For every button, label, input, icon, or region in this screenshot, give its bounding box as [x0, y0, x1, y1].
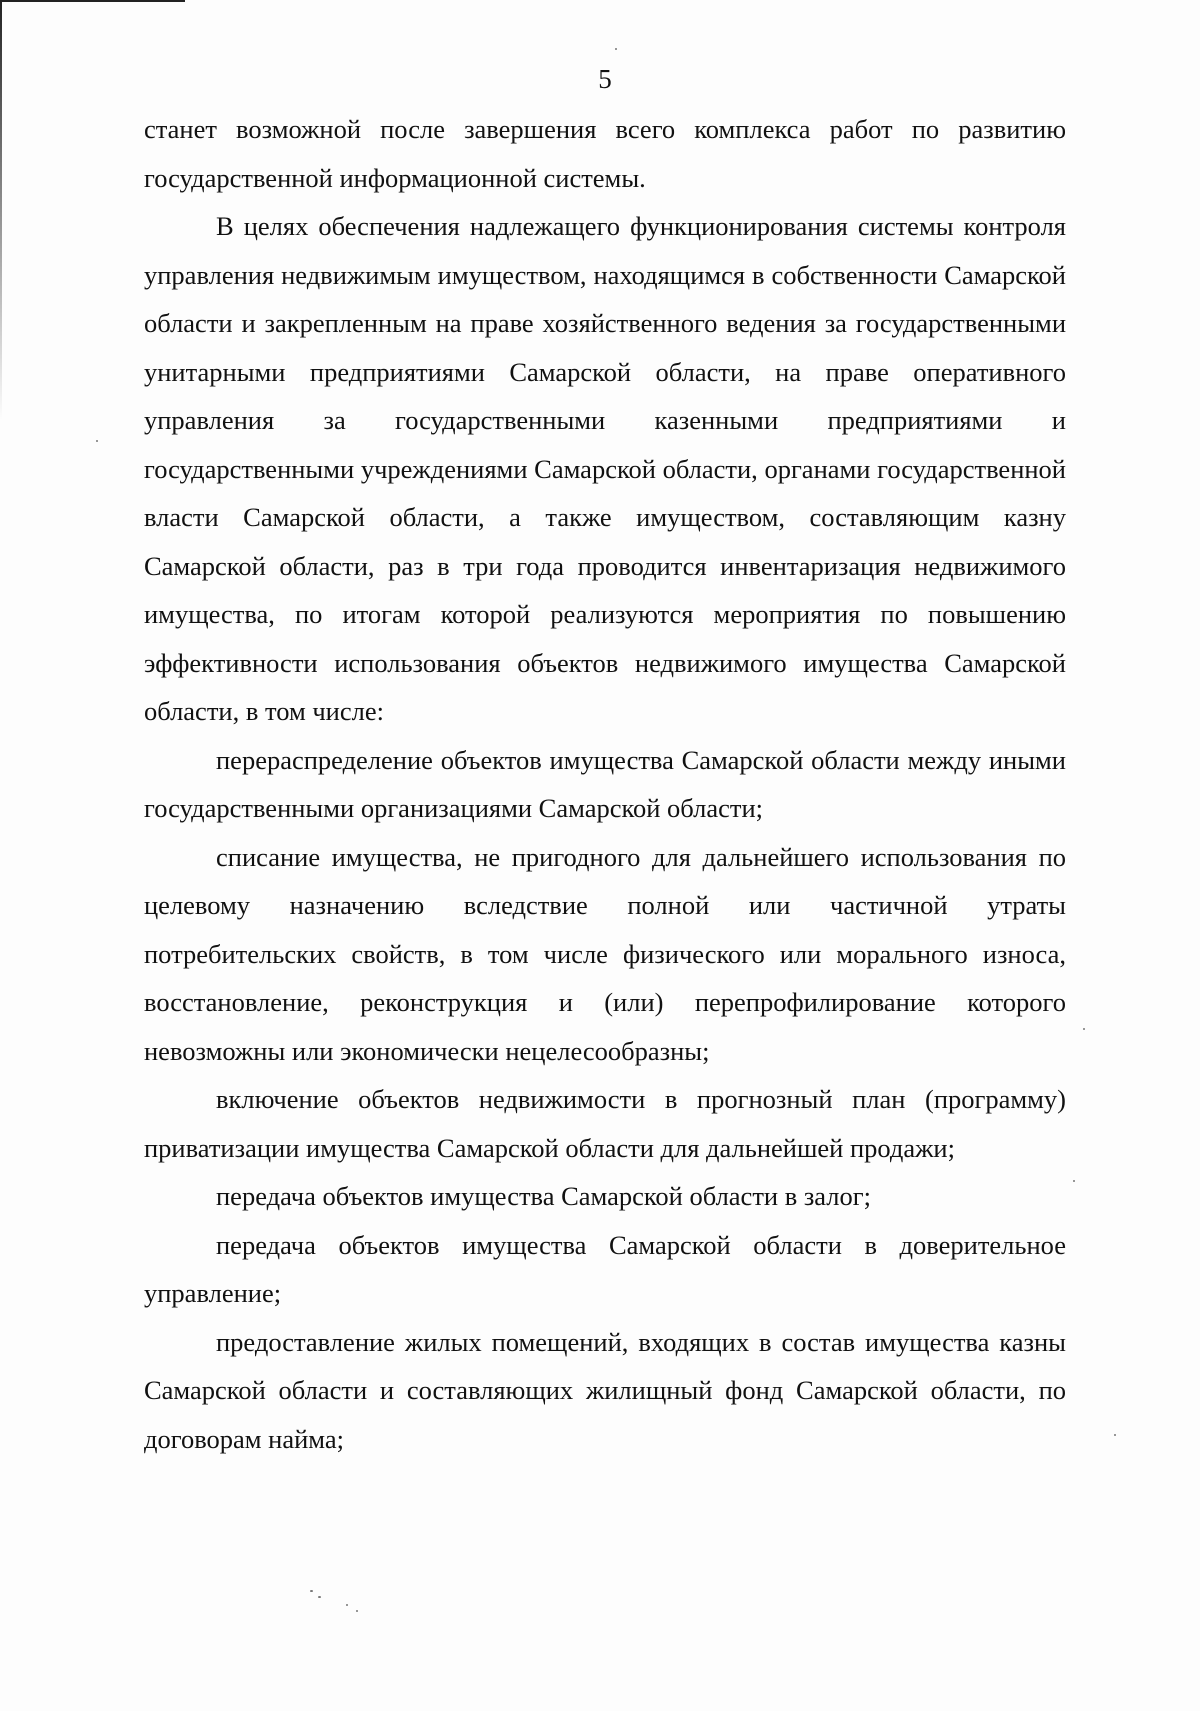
paragraph-continuation: станет возможной после завершения всего комплекса работ по развитию государственной информационной системы.	[144, 114, 1066, 193]
scan-speck	[1083, 1028, 1085, 1030]
scan-speck	[310, 1590, 313, 1592]
scan-speck	[96, 440, 98, 442]
scan-speck	[356, 1610, 358, 1612]
paragraph-residential-lease: предоставление жилых помещений, входящих в состав имущества казны Самарской области и составляющих жилищный фонд Самарской области, по договорам найма;	[144, 1326, 1066, 1454]
scan-edge-line	[0, 0, 185, 2]
scan-speck	[1114, 1434, 1116, 1436]
scan-speck	[318, 1596, 321, 1598]
page-number: 5	[598, 64, 612, 94]
scan-edge-shadow	[0, 0, 2, 420]
scan-speck	[615, 48, 617, 50]
scan-speck	[1073, 1180, 1075, 1182]
document-body	[144, 105, 1066, 1463]
paragraph-pledge: передача объектов имущества Самарской области в залог;	[216, 1181, 872, 1211]
paragraph-trust-management: передача объектов имущества Самарской области в доверительное управление;	[144, 1229, 1066, 1308]
paragraph-inventory-purpose: В целях обеспечения надлежащего функционирования системы контроля управления недвижимым имуществом, находящимся в собственности Самарской области и закрепленным на праве хозяйственного ведения за государственными унитарными предприятиями Самарской области, на праве оперативного управления за государственными казенными предприятиями и государственными учреждениями Самарской области, органами государственной власти Самарской области, а также имуществом, составляющим казну Самарской области, раз в три года проводится инвентаризация недвижимого имущества, по итогам которой реализуются мероприятия по повышению эффективности использования объектов недвижимого имущества Самарской области, в том числе:	[144, 211, 1066, 726]
paragraph-privatization: включение объектов недвижимости в прогнозный план (программу) приватизации имущества Самарской области для дальнейшей продажи;	[144, 1084, 1066, 1163]
paragraph-write-off: списание имущества, не пригодного для дальнейшего использования по целевому назначению вследствие полной или частичной утраты потребительских свойств, в том числе физического или морального износа, восстановление, реконструкция и (или) перепрофилирование которого невозможны или экономически нецелесообразны;	[144, 841, 1066, 1066]
scan-speck	[346, 1604, 348, 1606]
paragraph-redistribution: перераспределение объектов имущества Самарской области между иными государственными организациями Самарской области;	[144, 744, 1066, 823]
